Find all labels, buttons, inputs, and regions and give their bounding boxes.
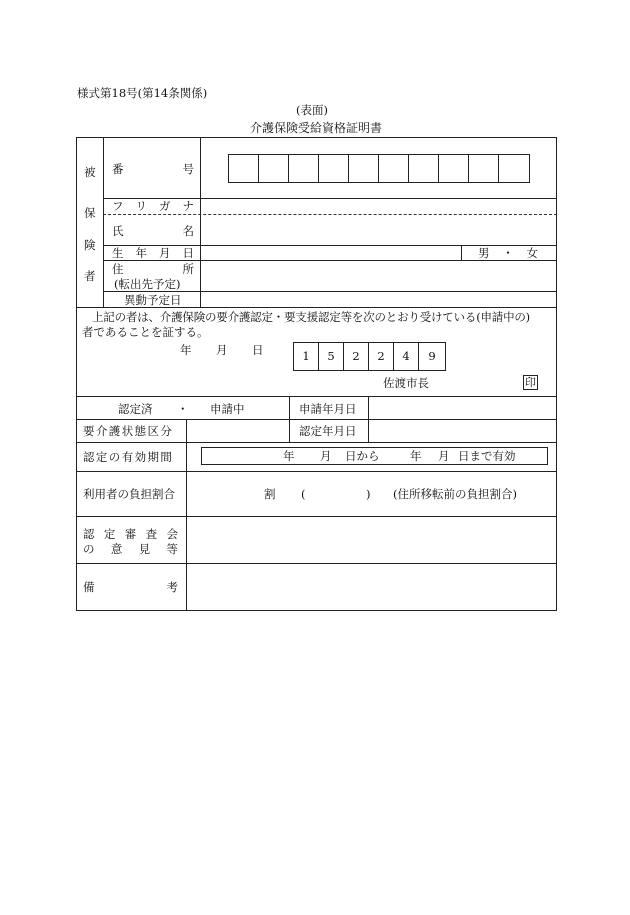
- name-label: 氏 名: [112, 224, 194, 238]
- birthdate-label: 生 年 月 日: [112, 246, 194, 260]
- number-label: 番 号: [112, 162, 194, 176]
- label-column-divider: [186, 419, 187, 611]
- code-digit: 5: [318, 342, 344, 371]
- furigana-divider: [103, 214, 557, 215]
- insured-char-3: 険: [84, 238, 96, 252]
- committee-label-line1: 認 定 審 査 会: [83, 527, 178, 541]
- side-label: (表面): [296, 103, 328, 117]
- seal-mark: 印: [525, 376, 536, 389]
- insured-divider: [103, 137, 104, 307]
- committee-label-line2: の 意 見 等: [83, 542, 178, 556]
- care-level-label: 要介護状態区分: [83, 424, 174, 438]
- cert-date-day: 日: [252, 343, 264, 357]
- code-digit: 2: [343, 342, 369, 371]
- cert-date-month: 月: [216, 343, 228, 357]
- certification-text-1: 上記の者は、介護保険の要介護認定・要支援認定等を次のとおり受けている(申請中の): [92, 310, 530, 324]
- validity-label: 認定の有効期間: [83, 450, 174, 464]
- code-digit: 2: [368, 342, 394, 371]
- move-date-label: 異動予定日: [124, 293, 182, 307]
- certification-date-label: 認定年月日: [299, 424, 357, 438]
- label-divider: [200, 137, 201, 307]
- address-note: (転出先予定): [114, 277, 181, 291]
- insured-number-boxes[interactable]: [228, 154, 530, 183]
- code-digit: 1: [293, 342, 319, 371]
- form-title: 介護保険受給資格証明書: [250, 121, 383, 135]
- code-digit: 9: [418, 342, 446, 371]
- status-certified[interactable]: 認定済: [118, 402, 153, 416]
- code-digit: 4: [393, 342, 419, 371]
- sex-options[interactable]: 男 ・ 女: [478, 246, 538, 260]
- insured-char-1: 被: [84, 165, 96, 179]
- remarks-label: 備 考: [83, 580, 178, 594]
- burden-unit: 割: [264, 487, 276, 501]
- insured-char-2: 保: [84, 206, 96, 220]
- burden-note: (住所移転前の負担割合): [393, 487, 517, 501]
- address-label: 住 所: [112, 262, 194, 276]
- burden-label: 利用者の負担割合: [83, 487, 175, 501]
- issuer-name: 佐渡市長: [383, 376, 429, 390]
- status-separator: ・: [177, 402, 189, 416]
- certification-text-2: 者であることを証する。: [82, 325, 209, 339]
- cert-date-year: 年: [180, 343, 192, 357]
- application-date-label: 申請年月日: [299, 402, 357, 416]
- furigana-label: フ リ ガ ナ: [112, 199, 194, 213]
- status-applying[interactable]: 申請中: [210, 402, 245, 416]
- form-number: 様式第18号(第14条関係): [77, 86, 208, 100]
- insured-char-4: 者: [84, 269, 96, 283]
